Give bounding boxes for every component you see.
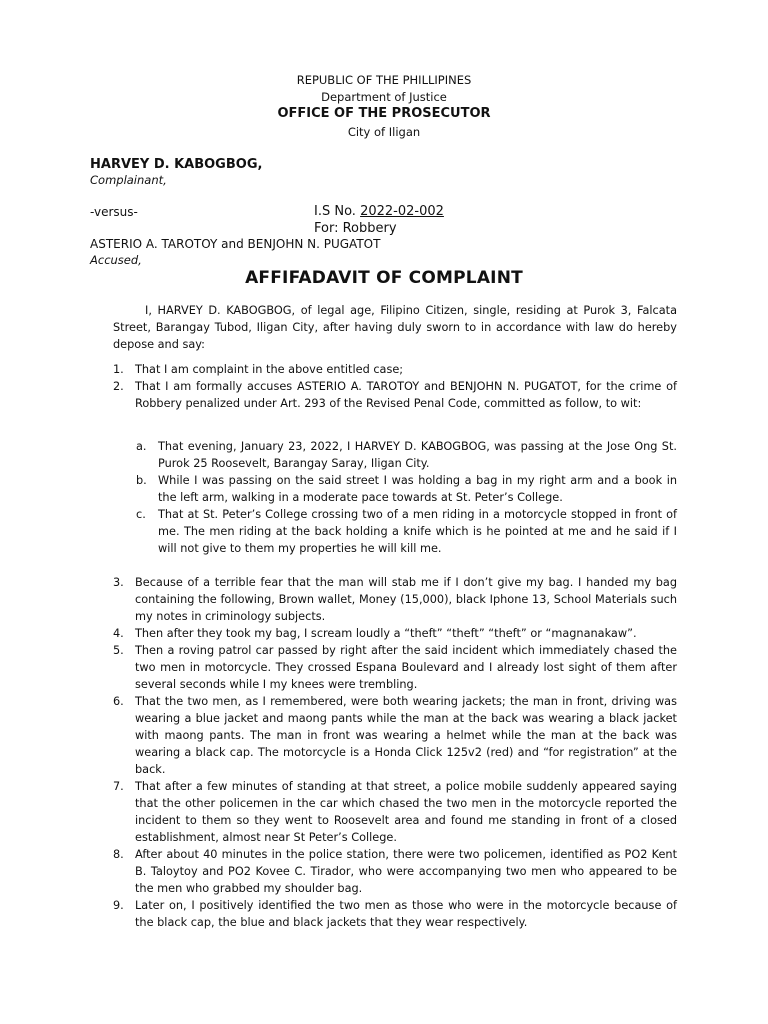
- item-number: 5.: [113, 644, 124, 657]
- item-number: 8.: [113, 848, 124, 861]
- case-number-line: [314, 204, 444, 219]
- city-heading: City of Iligan: [347, 125, 421, 139]
- item-text: That I am complaint in the above entitled case;: [135, 363, 404, 376]
- list-item: [113, 693, 677, 778]
- accused-names: ASTERIO A. TAROTOY and BENJOHN N. PUGATOT: [90, 237, 381, 251]
- item-number: 6.: [113, 695, 124, 708]
- case-number: 2022-02-002: [360, 204, 444, 219]
- list-item: [136, 472, 677, 506]
- item-number: 2.: [113, 380, 124, 393]
- item-text: That after a few minutes of standing at that street, a police mobile suddenly appeared saying that the other policemen in the car which chased the two men in the motorcycle reported the incident to them so they went to Roosevelt area and found me standing in front of a closed establishment, almost near St Peter’s College.: [135, 780, 677, 844]
- sub-items: [136, 438, 677, 557]
- item-text: That I am formally accuses ASTERIO A. TAROTOY and BENJOHN N. PUGATOT, for the crime of Robbery penalized under Art. 293 of the Revised Penal Code, committed as follow, to wit:: [135, 380, 677, 410]
- case-charge: For: Robbery: [314, 221, 397, 236]
- item-text: That evening, January 23, 2022, I HARVEY D. KABOGBOG, was passing at the Jose Ong St. Purok 25 Roosevelt, Barangay Saray, Iligan City.: [158, 440, 677, 470]
- item-letter: a.: [136, 440, 147, 453]
- list-item: [113, 378, 677, 412]
- republic-heading: REPUBLIC OF THE PHILLIPINES: [296, 73, 472, 87]
- list-item: [113, 625, 677, 642]
- intro-paragraph: I, HARVEY D. KABOGBOG, of legal age, Filipino Citizen, single, residing at Purok 3, Falcata Street, Barangay Tubod, Iligan City, after having duly sworn to in accordance with law do hereby depose and say:: [113, 304, 677, 351]
- complainant-role: Complainant,: [90, 173, 167, 187]
- item-text: Because of a terrible fear that the man will stab me if I don’t give my bag. I handed my bag containing the following, Brown wallet, Money (15,000), black Iphone 13, School Materials such my notes in criminology subjects.: [135, 576, 677, 623]
- list-item: [113, 846, 677, 897]
- document-title: AFFIFADAVIT OF COMPLAINT: [245, 268, 523, 288]
- list-item: [113, 642, 677, 693]
- item-number: 3.: [113, 576, 124, 589]
- list-item: [136, 438, 677, 472]
- item-number: 1.: [113, 363, 124, 376]
- item-text: Then after they took my bag, I scream loudly a “theft” “theft” “theft” or “magnanakaw”.: [135, 627, 637, 640]
- office-heading: OFFICE OF THE PROSECUTOR: [277, 106, 491, 121]
- list-item: [113, 897, 677, 931]
- item-text: That at St. Peter’s College crossing two of a men riding in a motorcycle stopped in front of me. The men riding at the back holding a knife which is he pointed at me and he said if I will not give to them my properties he will kill me.: [158, 508, 677, 555]
- numbered-items-rest: [113, 574, 677, 931]
- item-number: 9.: [113, 899, 124, 912]
- list-item: [113, 574, 677, 625]
- item-letter: b.: [136, 474, 147, 487]
- list-item: [113, 361, 677, 378]
- department-heading: Department of Justice: [321, 90, 447, 104]
- accused-role: Accused,: [90, 253, 142, 267]
- item-number: 4.: [113, 627, 124, 640]
- list-item: [113, 778, 677, 846]
- item-number: 7.: [113, 780, 124, 793]
- item-letter: c.: [136, 508, 146, 521]
- list-item: [136, 506, 677, 557]
- versus-label: -versus-: [90, 205, 138, 219]
- item-text: While I was passing on the said street I was holding a bag in my right arm and a book in the left arm, walking in a moderate pace towards at St. Peter’s College.: [158, 474, 677, 504]
- item-text: After about 40 minutes in the police station, there were two policemen, identified as PO2 Kent B. Taloytoy and PO2 Kovee C. Tirador, who were accompanying two men who appeared to be the men who grabbed my shoulder bag.: [135, 848, 677, 895]
- item-text: Then a roving patrol car passed by right after the said incident which immediately chased the two men in motorcycle. They crossed Espana Boulevard and I already lost sight of them after several seconds while I my knees were trembling.: [135, 644, 677, 691]
- case-number-label: I.S No.: [314, 204, 356, 219]
- item-text: Later on, I positively identified the two men as those who were in the motorcycle because of the black cap, the blue and black jackets that they wear respectively.: [135, 899, 677, 929]
- item-text: That the two men, as I remembered, were both wearing jackets; the man in front, driving was wearing a blue jacket and maong pants while the man at the back was wearing a black jacket with maong pants. The man in front was wearing a helmet while the man at the back was wearing a black cap. The motorcycle is a Honda Click 125v2 (red) and “for registration” at the back.: [135, 695, 677, 776]
- complainant-name: HARVEY D. KABOGBOG,: [90, 157, 263, 172]
- numbered-items-first: [113, 361, 677, 412]
